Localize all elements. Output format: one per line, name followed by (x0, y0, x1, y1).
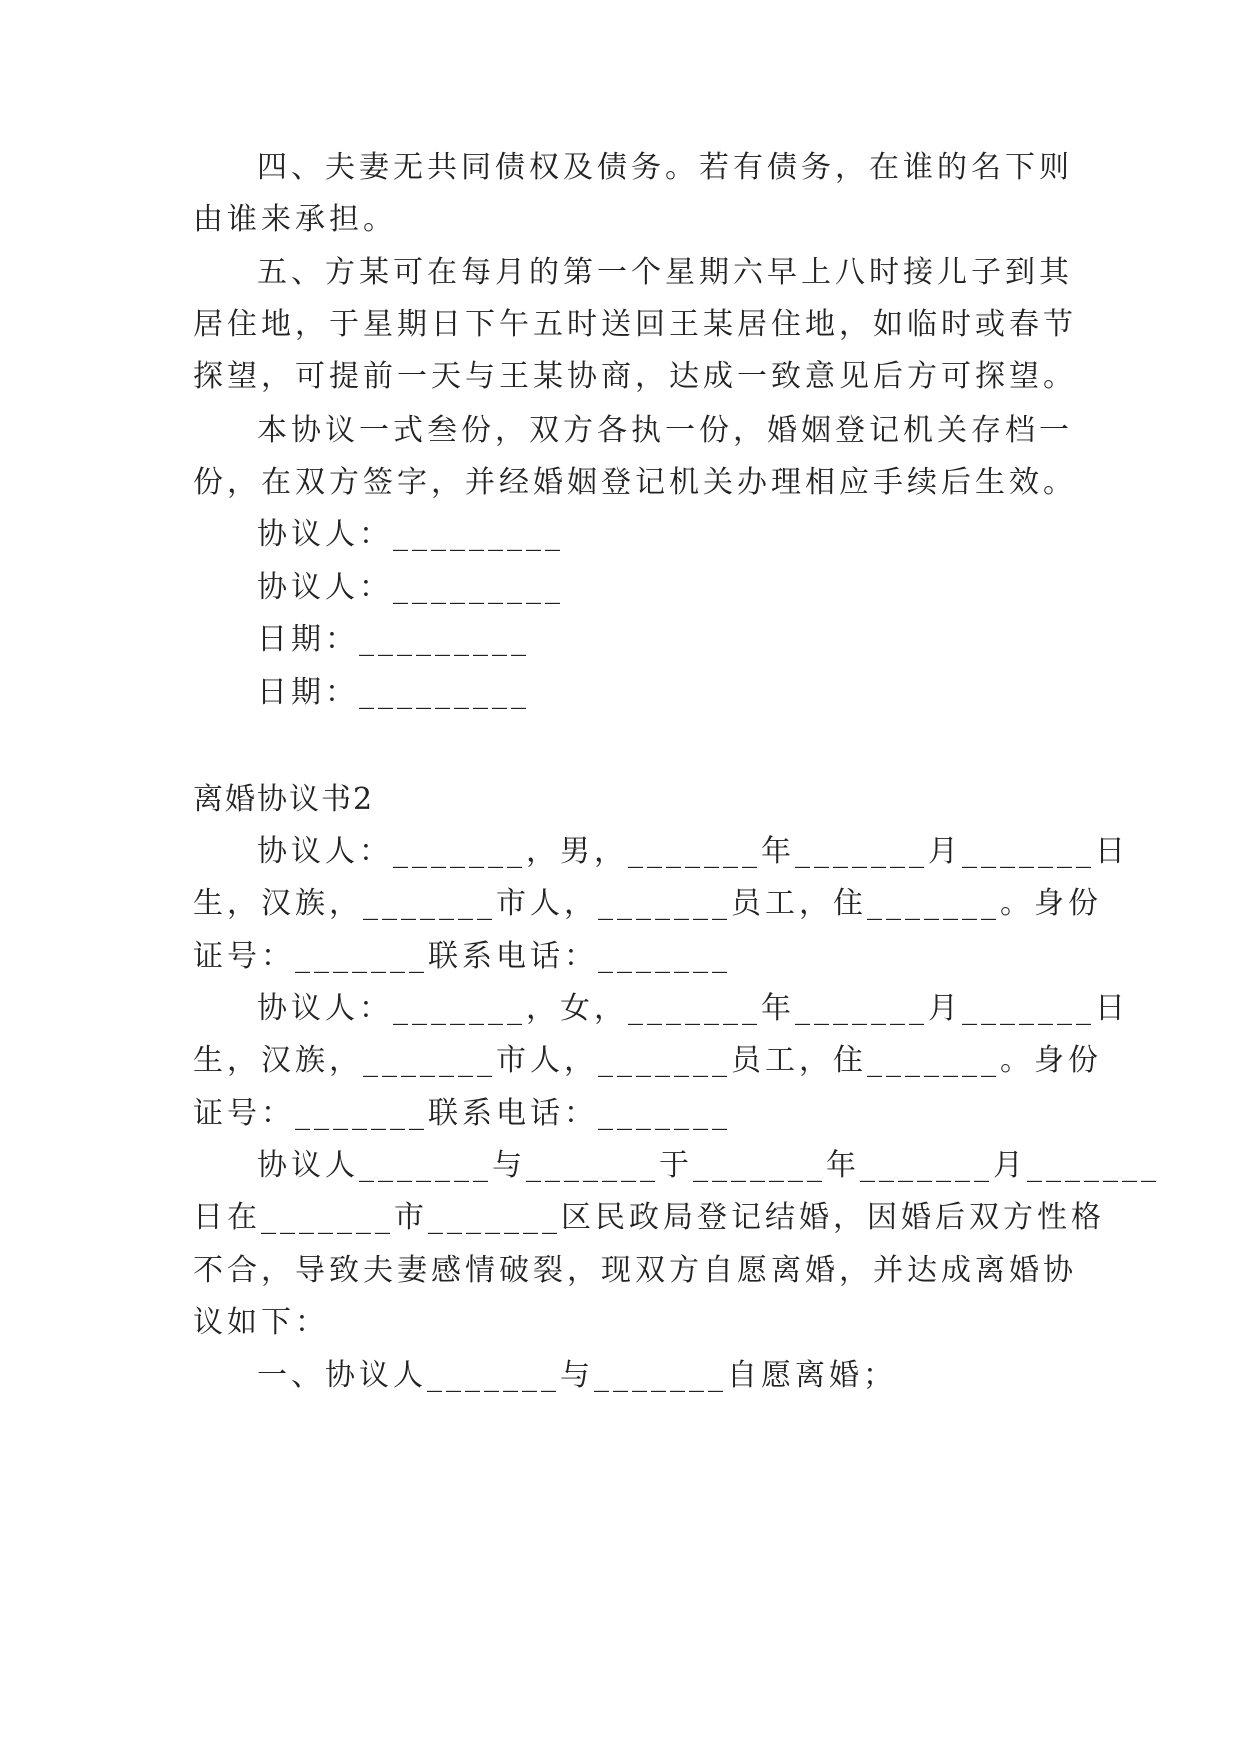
date-line: 日期：_________ (257, 675, 530, 710)
paragraph-line: 议如下： (193, 1305, 329, 1340)
paragraph-line: 协议人：_______，女，_______年_______月_______日 (257, 991, 1129, 1026)
paragraph-line: 协议人：_______，男，_______年_______月_______日 (257, 834, 1129, 869)
paragraph-line: 生，汉族，_______市人，_______员工，住_______。身份 (193, 1043, 1102, 1078)
signature-line: 协议人：_________ (257, 517, 564, 552)
paragraph-line: 证号：_______联系电话：_______ (193, 1096, 731, 1131)
paragraph-line: 不合，导致夫妻感情破裂，现双方自愿离婚，并达成离婚协 (193, 1253, 1077, 1288)
paragraph-line: 份，在双方签字，并经婚姻登记机关办理相应手续后生效。 (193, 465, 1077, 500)
paragraph-line: 生，汉族，_______市人，_______员工，住_______。身份 (193, 886, 1102, 921)
paragraph-line: 五、方某可在每月的第一个星期六早上八时接儿子到其 (257, 255, 1073, 290)
signature-line: 协议人：_________ (257, 570, 564, 605)
paragraph-line: 四、夫妻无共同债权及债务。若有债务，在谁的名下则 (257, 150, 1073, 185)
paragraph-line: 一、协议人_______与_______自愿离婚； (257, 1358, 897, 1393)
paragraph-line: 居住地，于星期日下午五时送回王某居住地，如临时或春节 (193, 307, 1077, 342)
paragraph-line: 本协议一式叁份，双方各执一份，婚姻登记机关存档一 (257, 413, 1073, 448)
paragraph-line: 探望，可提前一天与王某协商，达成一致意见后方可探望。 (193, 359, 1077, 394)
section-heading: 离婚协议书2 (193, 782, 375, 817)
date-line: 日期：_________ (257, 622, 530, 657)
paragraph-line: 证号：_______联系电话：_______ (193, 939, 731, 974)
paragraph-line: 协议人_______与_______于_______年_______月_______ (257, 1148, 1160, 1183)
paragraph-line: 由谁来承担。 (193, 202, 397, 237)
paragraph-line: 日在_______市_______区民政局登记结婚，因婚后双方性格 (193, 1200, 1105, 1235)
